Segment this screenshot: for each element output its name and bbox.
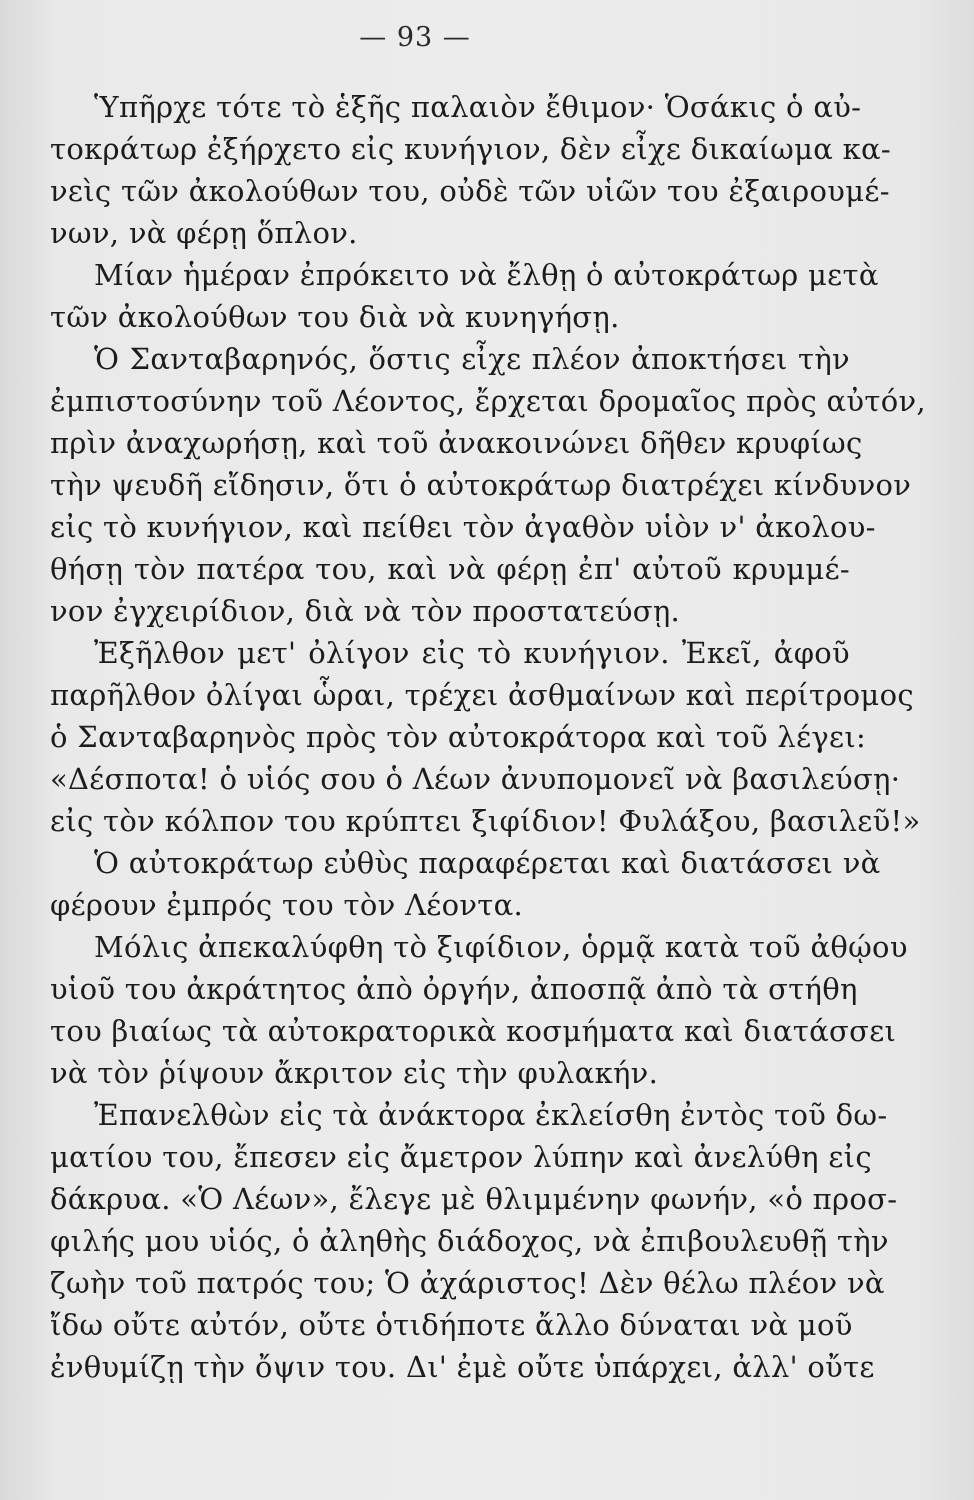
text-line: δάκρυα. «Ὁ Λέων», ἔλεγε μὲ θλιμμένην φωνήν, «ὁ προσ- — [50, 1182, 898, 1216]
text-line: παρῆλθον ὀλίγαι ὧραι, τρέχει ἀσθμαίνων καὶ περίτρομος — [50, 678, 914, 712]
text-line: θήσῃ τὸν πατέρα του, καὶ νὰ φέρῃ ἐπ' αὐτοῦ κρυμμέ- — [50, 552, 850, 586]
text-line: νον ἐγχειρίδιον, διὰ νὰ τὸν προστατεύσῃ. — [50, 594, 681, 628]
text-line: ζωὴν τοῦ πατρός του; Ὁ ἀχάριστος! Δὲν θέλω πλέον νὰ — [50, 1266, 885, 1300]
text-line: εἰς τὸν κόλπον του κρύπτει ξιφίδιον! Φυλάξου, βασιλεῦ!» — [50, 804, 921, 838]
text-line: τοκράτωρ ἐξήρχετο εἰς κυνήγιον, δὲν εἶχε δικαίωμα κα- — [50, 132, 892, 166]
text-line: «Δέσποτα! ὁ υἱός σου ὁ Λέων ἀνυπομονεῖ νὰ βασιλεύσῃ· — [50, 762, 901, 796]
text-line: νων, νὰ φέρῃ ὅπλον. — [50, 216, 358, 250]
text-line: ματίου του, ἔπεσεν εἰς ἄμετρον λύπην καὶ ἀνελύθη εἰς — [50, 1140, 872, 1174]
text-line: τῶν ἀκολούθων του διὰ νὰ κυνηγήσῃ. — [50, 300, 620, 334]
text-line: Μίαν ἡμέραν ἐπρόκειτο νὰ ἔλθῃ ὁ αὐτοκράτωρ μετὰ — [94, 258, 879, 292]
text-line: Μόλις ἀπεκαλύφθη τὸ ξιφίδιον, ὁρμᾷ κατὰ τοῦ ἀθῴου — [94, 930, 908, 964]
text-line: Ὁ αὐτοκράτωρ εὐθὺς παραφέρεται καὶ διατάσσει νὰ — [94, 846, 881, 880]
text-line: νεὶς τῶν ἀκολούθων του, οὐδὲ τῶν υἱῶν του ἐξαιρουμέ- — [50, 174, 890, 208]
text-line: υἱοῦ του ἀκράτητος ἀπὸ ὀργήν, ἀποσπᾷ ἀπὸ τὰ στήθη — [50, 972, 858, 1006]
body-text — [50, 86, 926, 1388]
text-line: Ἐπανελθὼν εἰς τὰ ἀνάκτορα ἐκλείσθη ἐντὸς τοῦ δω- — [94, 1098, 888, 1132]
text-line: Ἐξῆλθον μετ' ὀλίγον εἰς τὸ κυνήγιον. Ἐκεῖ, ἀφοῦ — [94, 636, 850, 670]
text-line: νὰ τὸν ῥίψουν ἄκριτον εἰς τὴν φυλακήν. — [50, 1056, 659, 1090]
text-line: πρὶν ἀναχωρήσῃ, καὶ τοῦ ἀνακοινώνει δῆθεν κρυφίως — [50, 426, 863, 460]
page-number: — 93 — — [359, 22, 471, 53]
text-line: του βιαίως τὰ αὐτοκρατορικὰ κοσμήματα καὶ διατάσσει — [50, 1014, 897, 1048]
text-line: ἴδω οὔτε αὐτόν, οὔτε ὁτιδήποτε ἄλλο δύναται νὰ μοῦ — [50, 1308, 853, 1342]
text-line: ὁ Σανταβαρηνὸς πρὸς τὸν αὐτοκράτορα καὶ τοῦ λέγει: — [50, 720, 867, 754]
text-line: Ὑπῆρχε τότε τὸ ἑξῆς παλαιὸν ἔθιμον· Ὁσάκις ὁ αὐ- — [94, 90, 862, 124]
text-line: τὴν ψευδῆ εἴδησιν, ὅτι ὁ αὐτοκράτωρ διατρέχει κίνδυνον — [50, 468, 912, 502]
text-line: ἐμπιστοσύνην τοῦ Λέοντος, ἔρχεται δρομαῖος πρὸς αὐτόν, — [50, 384, 926, 418]
text-line: φιλής μου υἱός, ὁ ἀληθὴς διάδοχος, νὰ ἐπιβουλευθῇ τὴν — [50, 1224, 889, 1258]
text-line: ἐνθυμίζῃ τὴν ὄψιν του. Δι' ἐμὲ οὔτε ὑπάρχει, ἀλλ' οὔτε — [50, 1350, 875, 1384]
text-line: εἰς τὸ κυνήγιον, καὶ πείθει τὸν ἀγαθὸν υἱὸν ν' ἀκολου- — [50, 510, 876, 544]
text-line: Ὁ Σανταβαρηνός, ὅστις εἶχε πλέον ἀποκτήσει τὴν — [94, 342, 850, 376]
text-line: φέρουν ἐμπρός του τὸν Λέοντα. — [50, 888, 524, 922]
